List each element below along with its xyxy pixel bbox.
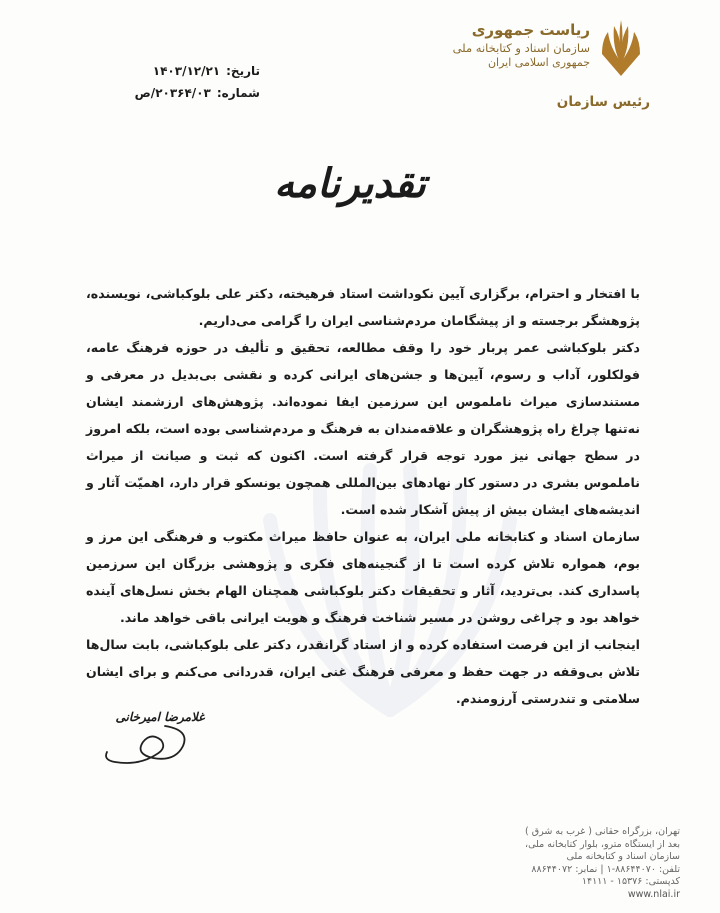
org-line-2: سازمان اسناد و کتابخانه ملی xyxy=(452,41,590,55)
number-label: شماره: xyxy=(216,86,260,100)
date-row xyxy=(90,60,260,82)
number-value: ۲۰۳۶۴/۰۳/ص xyxy=(134,86,211,100)
body-paragraph-4: اینجانب از این فرصت استفاده کرده و از استاد گرانقدر، دکتر علی بلوکباشی، بابت سال‌ها تلاش بی‌وقفه در جهت حفظ و معرفی فرهنگ غنی ایران، قدردانی می‌کنم و برای ایشان سلامتی و تندرستی آرزومندم. xyxy=(86,637,640,706)
footer-line-4: تلفن: ۸۸۶۴۴۰۷۰-۱ | نمابر: ۸۸۶۴۴۰۷۲ xyxy=(531,863,680,875)
title-block xyxy=(200,160,500,230)
letter-title: تقدیرنامه xyxy=(274,160,426,207)
footer-website: www.nlai.ir xyxy=(627,888,680,900)
footer-address xyxy=(470,826,680,901)
body-paragraph-3: سازمان اسناد و کتابخانه ملی ایران، به عنوان حافظ میراث مکتوب و فرهنگی این مرز و بوم، همواره تلاش کرده است تا از گنجینه‌های فکری و پژوهشی بزرگان این سرزمین پاسداری کند. بی‌تردید، آثار و تحقیقات دکتر بلوکباشی همچنان الهام بخش نسل‌های آینده خواهد بود و چراغی روشن در مسیر شناخت فرهنگ و هویت ایرانی باقی خواهد ماند. xyxy=(86,529,640,625)
office-title: رئیس سازمان xyxy=(556,94,650,110)
number-row xyxy=(90,82,260,104)
letter-body xyxy=(86,280,640,712)
org-line-3: جمهوری اسلامی ایران xyxy=(487,56,590,69)
date-label: تاریخ: xyxy=(226,64,260,78)
signer-name: غلامرضا امیرخانی xyxy=(115,710,205,724)
body-paragraph-2: دکتر بلوکباشی عمر پربار خود را وقف مطالعه، تحقیق و تألیف در حوزه فرهنگ عامه، فولکلور، آداب و رسوم، آیین‌ها و جشن‌های ایرانی کرده و نقشی بی‌بدیل در معرفی و مستندسازی میراث ناملموس این سرزمین ایفا نموده‌اند. پژوهش‌های ارزشمند ایشان نه‌تنها چراغ راه پژوهشگران و علاقه‌مندان به فرهنگ و مردم‌شناسی بوده است، بلکه امروز در سطح جهانی نیز مورد توجه قرار گرفته است. اکنون که ثبت و صیانت از میراث ناملموس بشری در دستور کار نهادهای بین‌المللی همچون یونسکو قرار دارد، اهمیّت آثار و اندیشه‌های ایشان بیش از پیش آشکار شده است. xyxy=(86,340,640,517)
organization-header xyxy=(430,20,590,70)
footer-line-3: سازمان اسناد و کتابخانه ملی xyxy=(566,851,680,862)
letter-meta xyxy=(90,60,260,104)
footer-line-5: کدپستی: ۱۵۳۷۶ - ۱۴۱۱۱ xyxy=(581,876,680,887)
footer-line-2: بعد از ایستگاه مترو، بلوار کتابخانه ملی، xyxy=(525,838,680,850)
handwritten-signature xyxy=(95,712,205,772)
date-value: ۱۴۰۳/۱۲/۲۱ xyxy=(152,64,221,78)
library-logo-icon xyxy=(598,18,644,78)
footer-line-1: تهران، بزرگراه حقانی ( غرب به شرق ) xyxy=(525,826,680,837)
org-line-1: ریاست جمهوری xyxy=(471,21,590,39)
body-paragraph-1: با افتخار و احترام، برگزاری آیین نکوداشت استاد فرهیخته، دکتر علی بلوکباشی، نویسنده، پژوهشگر برجسته و از پیشگامان مردم‌شناسی ایران را گرامی می‌داریم. xyxy=(86,286,640,328)
